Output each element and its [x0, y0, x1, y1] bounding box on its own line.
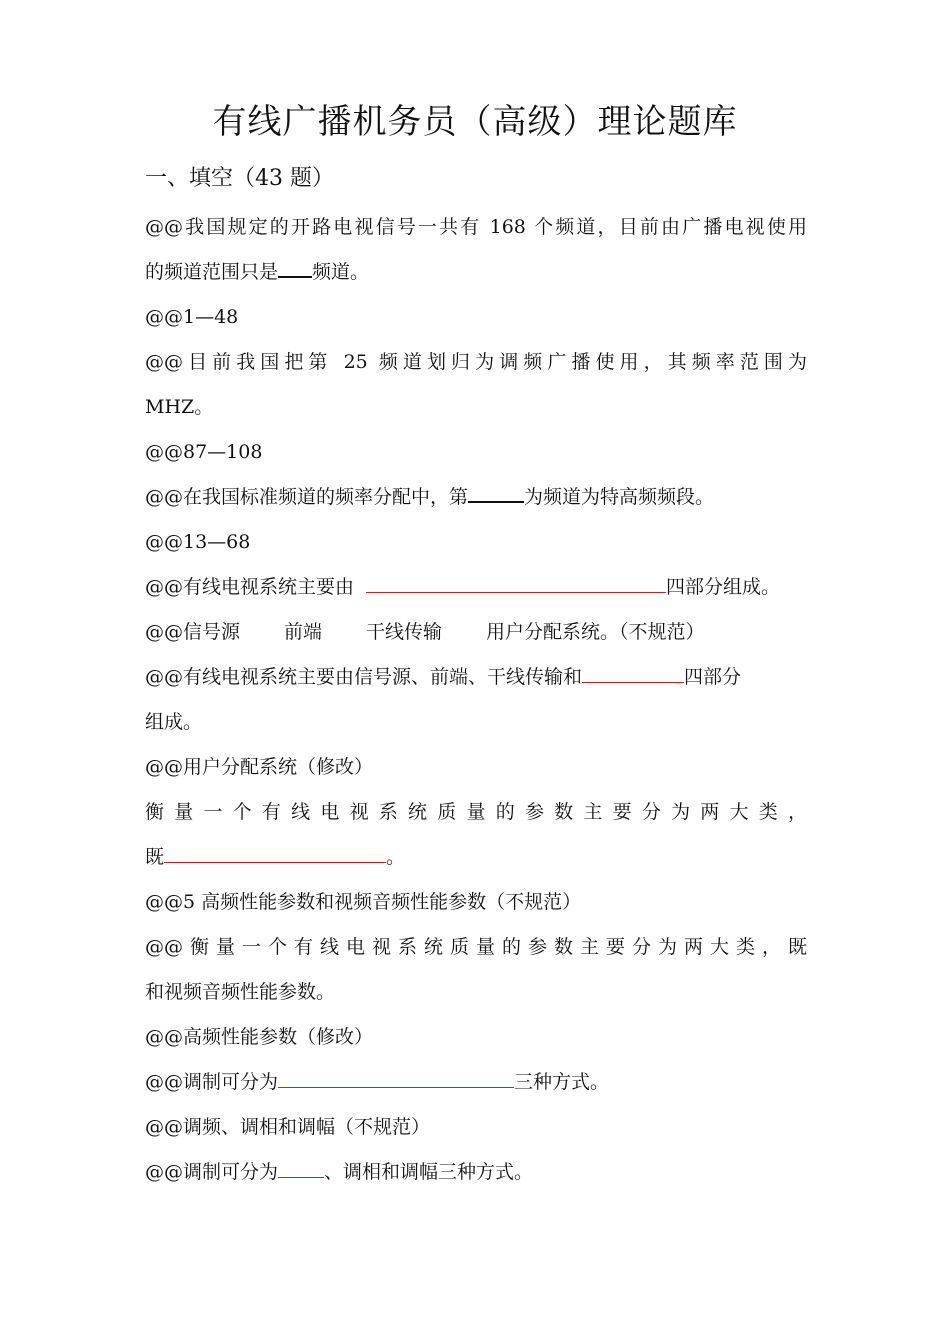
section-heading: 一、填空（43 题）: [145, 166, 334, 191]
question-list: [145, 205, 807, 1195]
question-6-text-end: 。: [386, 846, 406, 868]
question-1-text-end: 频道。: [312, 261, 370, 283]
question-7-line-1: @@衡量一个有线电视系统质量的参数主要分为两大类，既: [145, 936, 807, 958]
question-8: [145, 1060, 807, 1105]
question-7-line-2: 和视频音频性能参数。: [145, 981, 336, 1003]
question-8-text-end: 三种方式。: [514, 1071, 610, 1093]
question-8-text: @@调制可分为: [145, 1071, 279, 1093]
answer-7: @@高频性能参数（修改）: [145, 1026, 374, 1048]
question-5-text-end: 四部分: [684, 666, 742, 688]
question-1-line-1: @@我国规定的开路电视信号一共有 168 个频道，目前由广播电视使用: [145, 216, 807, 238]
answer-2: @@87—108: [145, 441, 263, 463]
question-3: [145, 475, 807, 520]
answer-4-part-3: 干线传输: [366, 621, 443, 643]
question-4: [145, 565, 807, 610]
answer-4-part-2: 前端: [284, 621, 323, 643]
question-5-text: @@有线电视系统主要由信号源、前端、干线传输和: [145, 666, 583, 688]
question-6-text: 既: [145, 846, 165, 868]
question-5-line-2: 组成。: [145, 711, 203, 733]
answer-blank: [582, 662, 684, 683]
question-1-line-2: [145, 250, 807, 295]
question-4-text: @@有线电视系统主要由: [145, 576, 355, 598]
question-3-text-end: 为频道为特高频频段。: [524, 486, 715, 508]
question-4-text-end: 四部分组成。: [666, 576, 781, 598]
question-9-text-end: 、调相和调幅三种方式。: [324, 1161, 534, 1183]
question-6-line-2: [145, 835, 807, 880]
answer-blank: [366, 572, 666, 593]
question-6-line-1: 衡量一个有线电视系统质量的参数主要分为两大类，: [145, 801, 807, 823]
answer-4-part-1: @@信号源: [145, 621, 241, 643]
answer-blank: [278, 1067, 514, 1088]
question-9: [145, 1150, 807, 1195]
answer-4-part-4: 用户分配系统。（不规范）: [486, 621, 705, 643]
answer-blank: [278, 256, 312, 278]
answer-6: @@5 高频性能参数和视频音频性能参数（不规范）: [145, 891, 582, 913]
answer-3: @@13—68: [145, 531, 251, 553]
question-5-line-1: [145, 655, 807, 700]
answer-blank: [468, 481, 524, 503]
question-9-text: @@调制可分为: [145, 1161, 279, 1183]
answer-5: @@用户分配系统（修改）: [145, 756, 374, 778]
answer-8: @@调频、调相和调幅（不规范）: [145, 1116, 431, 1138]
answer-blank: [278, 1157, 324, 1178]
question-2-line-1: @@目前我国把第 25 频道划归为调频广播使用，其频率范围为: [145, 351, 807, 373]
answer-blank: [164, 842, 386, 863]
question-2-line-2: MHZ。: [145, 396, 214, 418]
question-3-text: @@在我国标准频道的频率分配中，第: [145, 486, 469, 508]
document-title: 有线广播机务员（高级）理论题库: [212, 102, 738, 142]
answer-1: @@1—48: [145, 306, 239, 328]
question-1-text: 的频道范围只是: [145, 261, 279, 283]
answer-4: [145, 610, 807, 655]
